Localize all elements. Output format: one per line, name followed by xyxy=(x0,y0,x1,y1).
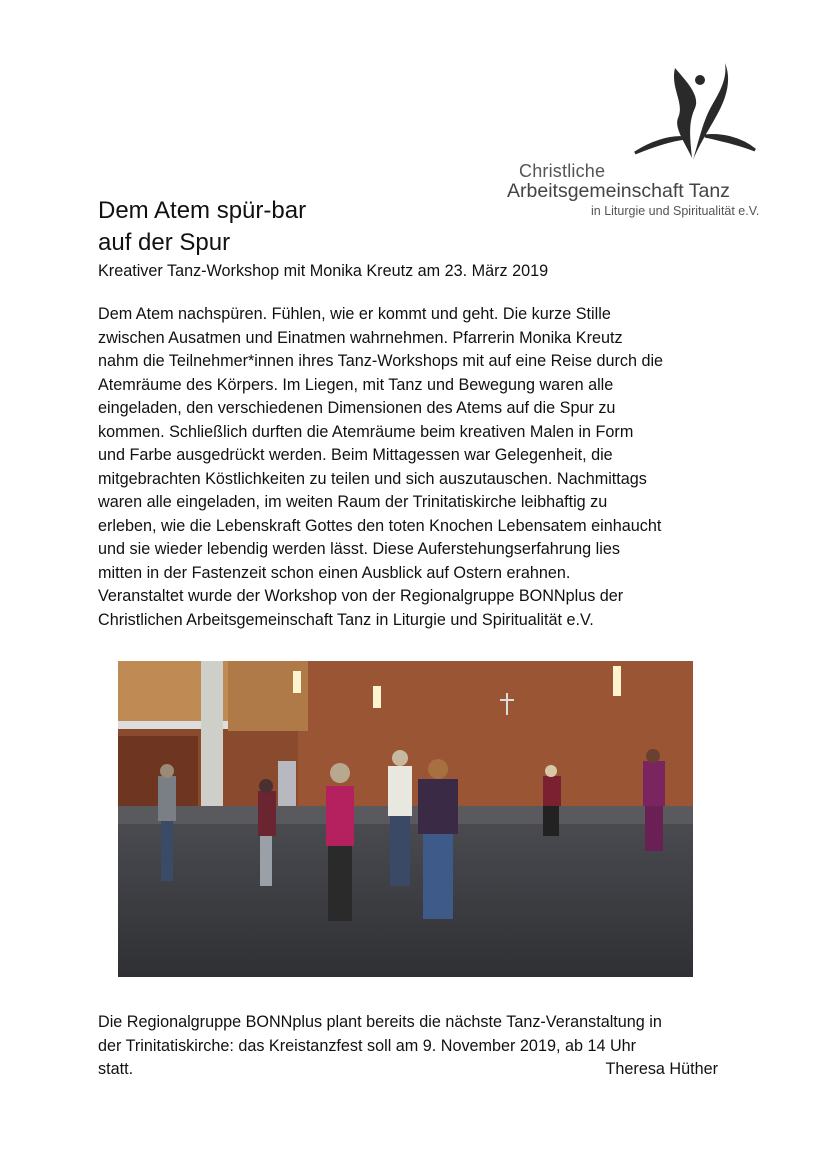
footer-line: statt. xyxy=(98,1060,134,1078)
logo-line-3: in Liturgie und Spiritualität e.V. xyxy=(591,204,760,218)
body-line: Atemräume des Körpers. Im Liegen, mit Tanz und Bewegung waren alle xyxy=(98,375,614,394)
author-signature: Theresa Hüther xyxy=(605,1060,718,1078)
body-line: Christlichen Arbeitsgemeinschaft Tanz in Liturgie und Spiritualität e.V. xyxy=(98,610,594,629)
body-line: kommen. Schließlich durften die Atemräume beim kreativen Malen in Form xyxy=(98,422,634,441)
article-subtitle: Kreativer Tanz-Workshop mit Monika Kreutz am 23. März 2019 xyxy=(98,262,549,280)
body-line: und sie wieder lebendig werden lässt. Diese Auferstehungserfahrung lies xyxy=(98,540,620,558)
footer-line: der Trinitatiskirche: das Kreistanzfest soll am 9. November 2019, ab 14 Uhr xyxy=(98,1036,637,1055)
footer-line: Die Regionalgruppe BONNplus plant bereits die nächste Tanz-Veranstaltung in xyxy=(98,1013,662,1031)
body-line: mitten in der Fastenzeit schon einen Ausblick auf Ostern erahnen. xyxy=(98,563,571,582)
workshop-photo xyxy=(118,661,693,977)
logo-line-2: Arbeitsgemeinschaft Tanz xyxy=(507,180,730,202)
body-line: zwischen Ausatmen und Einatmen wahrnehmen. Pfarrerin Monika Kreutz xyxy=(98,328,623,347)
body-line: und Farbe ausgedrückt werden. Beim Mittagessen war Gelegenheit, die xyxy=(98,446,613,464)
body-line: waren alle eingeladen, im weiten Raum der Trinitatiskirche leibhaftig zu xyxy=(98,493,608,511)
body-line: erleben, wie die Lebenskraft Gottes den toten Knochen Lebensatem einhaucht xyxy=(98,516,662,535)
dancer-figure-icon xyxy=(630,58,760,168)
logo-line-1: Christliche xyxy=(519,161,606,181)
article-body xyxy=(98,303,738,632)
organization-logo xyxy=(505,58,785,223)
footer-note xyxy=(98,1011,718,1082)
body-line: mitgebrachten Köstlichkeiten zu teilen und sich auszutauschen. Nachmittags xyxy=(98,469,647,488)
body-line: nahm die Teilnehmer*innen ihres Tanz-Workshops mit auf eine Reise durch die xyxy=(98,352,664,370)
body-line: Dem Atem nachspüren. Fühlen, wie er kommt und geht. Die kurze Stille xyxy=(98,305,611,323)
church-dance-scene-image xyxy=(118,661,693,977)
article-title-line-1: Dem Atem spür-bar xyxy=(98,197,307,224)
article-title-line-2: auf der Spur xyxy=(98,229,231,256)
body-line: Veranstaltet wurde der Workshop von der Regionalgruppe BONNplus der xyxy=(98,587,624,605)
body-line: eingeladen, den verschiedenen Dimensionen des Atems auf die Spur zu xyxy=(98,399,616,417)
